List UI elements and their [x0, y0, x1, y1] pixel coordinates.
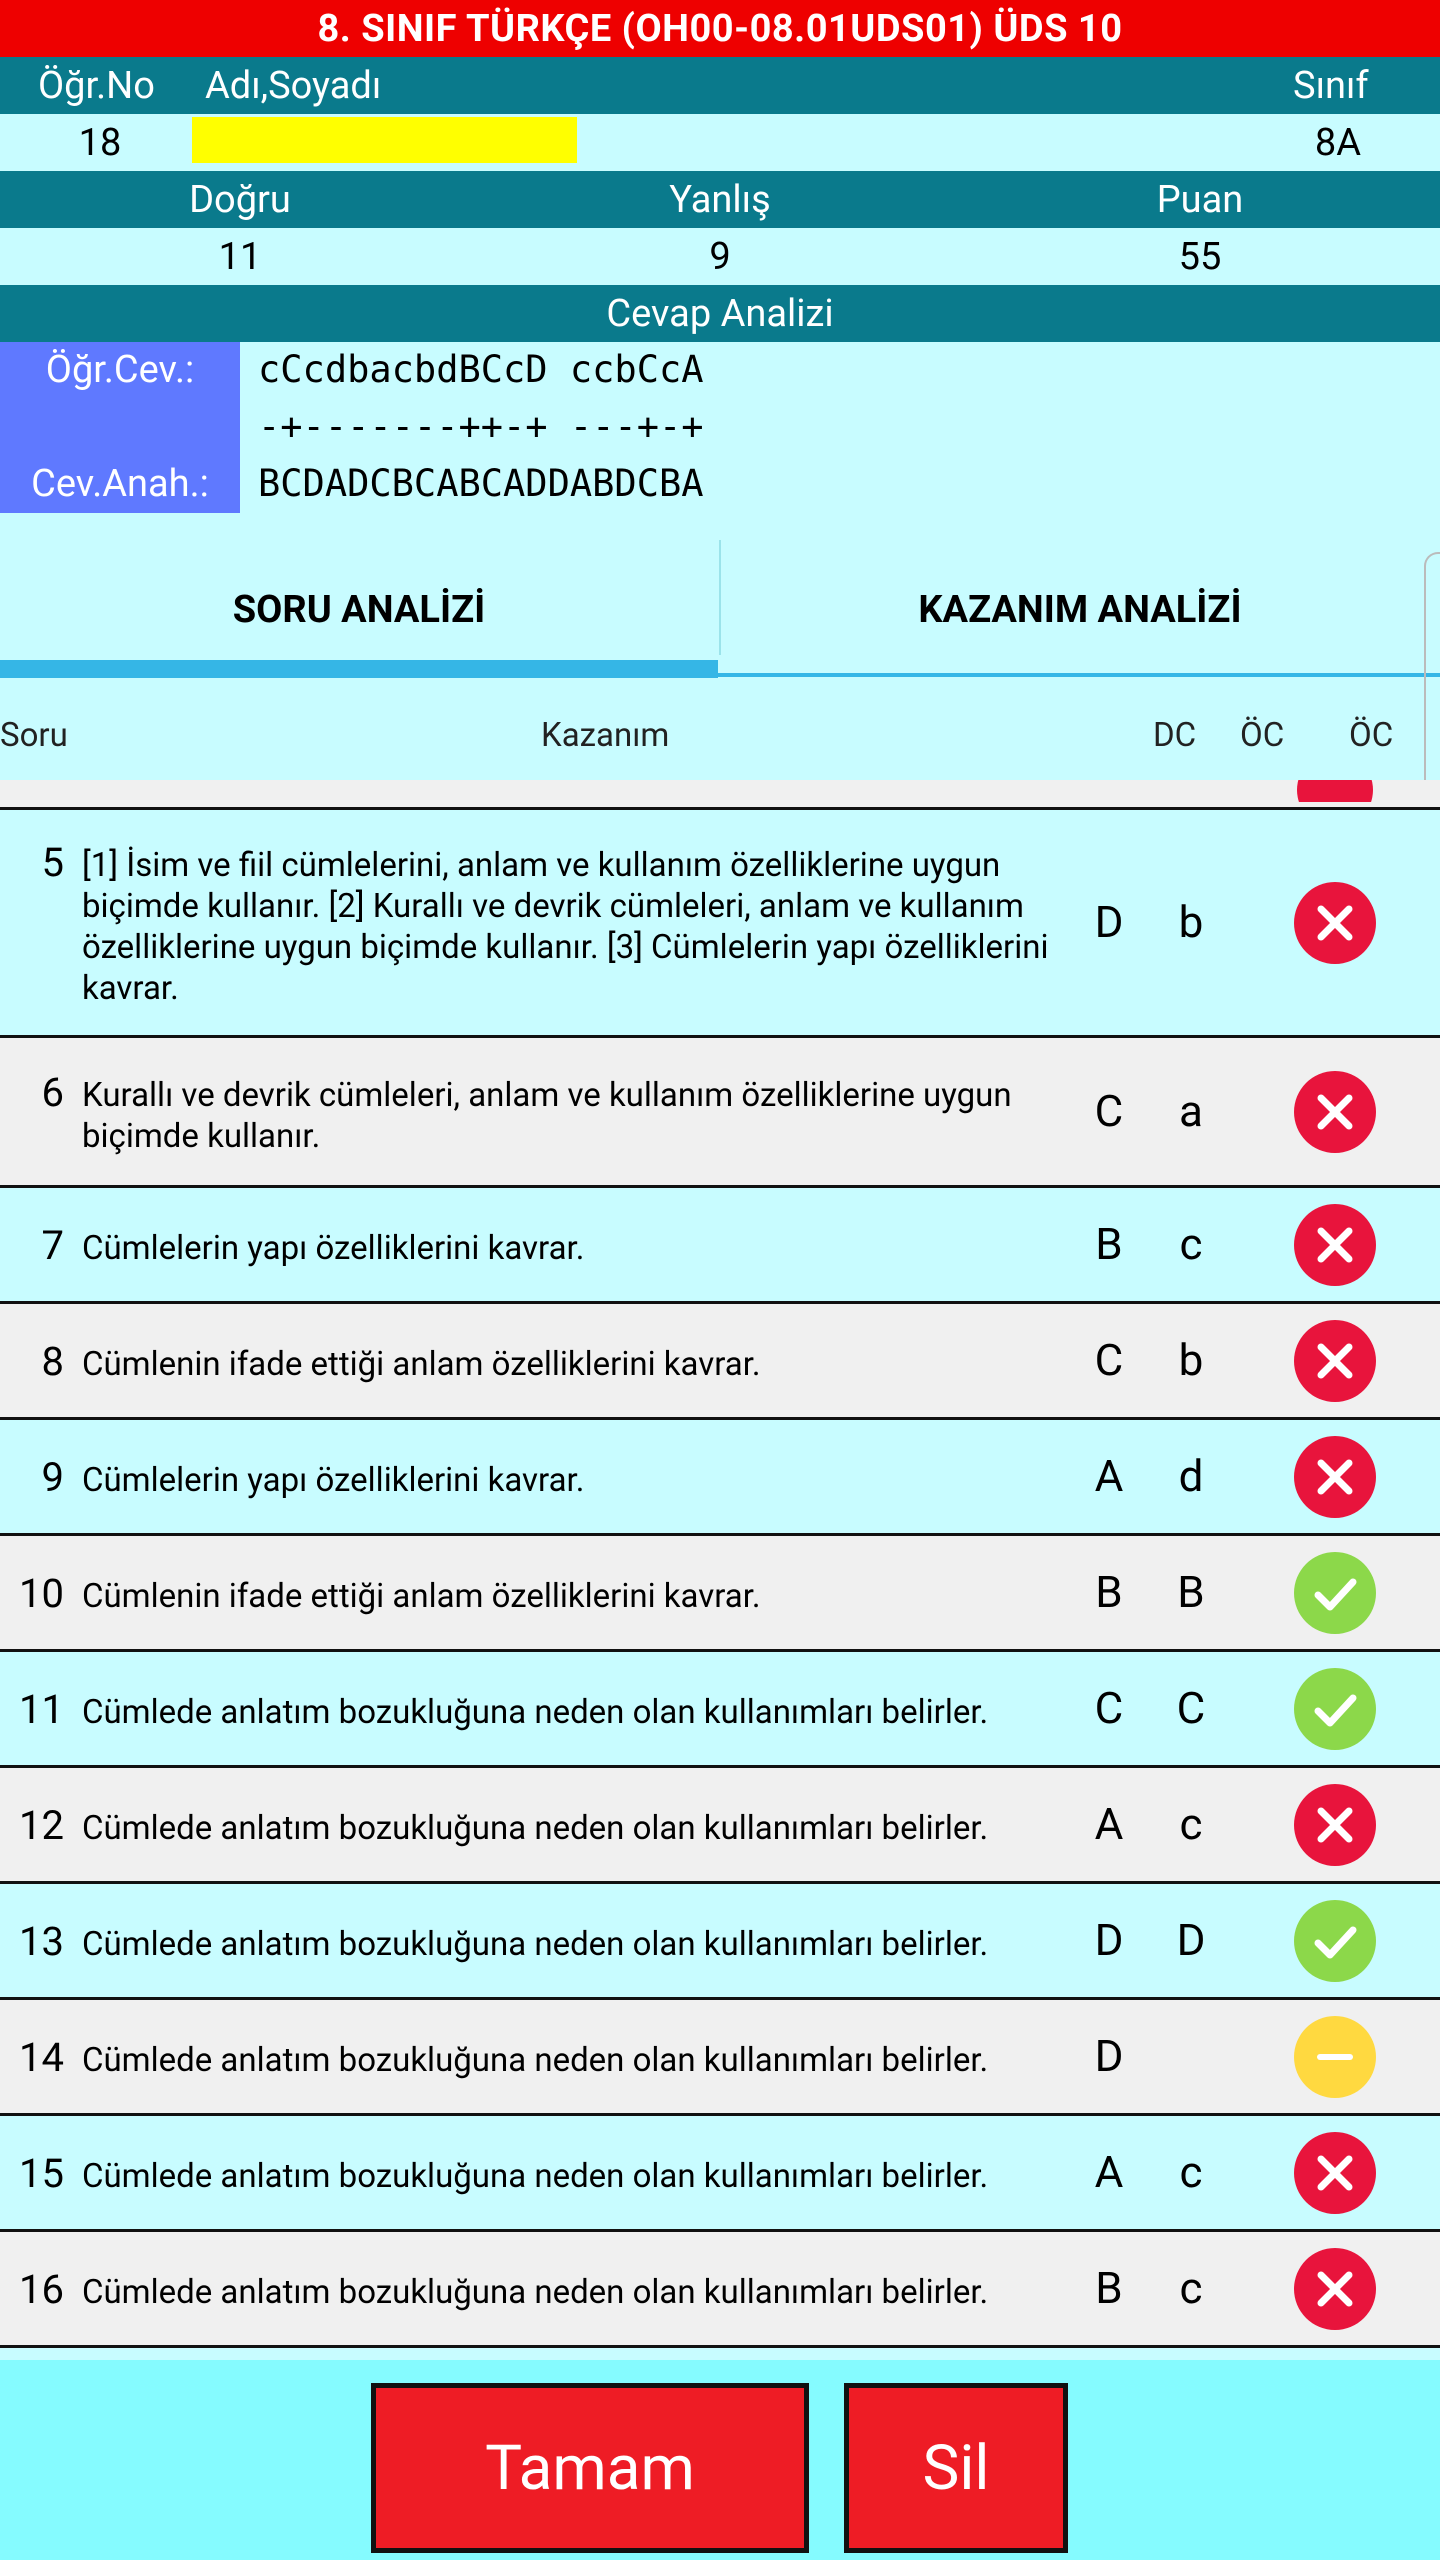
- student-answer: b: [1178, 895, 1204, 948]
- question-outcome: Cümlede anlatım bozukluğuna neden olan kullanımları belirler.: [82, 1809, 989, 1848]
- list-item[interactable]: [0, 1884, 1440, 2000]
- question-outcome: Cümlelerin yapı özelliklerini kavrar.: [82, 1229, 585, 1268]
- question-outcome: Cümlede anlatım bozukluğuna neden olan kullanımları belirler.: [82, 1925, 989, 1964]
- question-number: 6: [41, 1068, 64, 1116]
- list-item[interactable]: [0, 1652, 1440, 1768]
- column-oc-status: ÖC: [1349, 715, 1394, 755]
- student-name-label: Adı,Soyadı: [205, 63, 382, 108]
- active-tab-indicator: [0, 660, 718, 678]
- answer-analysis-panel: [0, 342, 1440, 513]
- list-item[interactable]: [0, 1536, 1440, 1652]
- question-number: 13: [19, 1918, 64, 1965]
- list-item[interactable]: [0, 1038, 1440, 1188]
- question-outcome: Cümlede anlatım bozukluğuna neden olan kullanımları belirler.: [82, 2041, 989, 2080]
- student-header-row: [0, 57, 1440, 114]
- question-number: 12: [19, 1802, 64, 1849]
- x-circle-icon: [1294, 1436, 1376, 1518]
- list-item-partial: [0, 780, 1440, 810]
- wrong-count: 9: [709, 234, 731, 279]
- question-list[interactable]: [0, 780, 1440, 2360]
- student-name-field: [192, 117, 577, 163]
- x-circle-icon: [1294, 2132, 1376, 2214]
- list-item[interactable]: [0, 1188, 1440, 1304]
- student-answer: b: [1178, 1333, 1204, 1386]
- correct-answer: B: [1095, 1217, 1123, 1270]
- list-item[interactable]: [0, 1420, 1440, 1536]
- x-circle-icon: [1294, 882, 1376, 964]
- list-item[interactable]: [0, 810, 1440, 1038]
- question-outcome: Cümlelerin yapı özelliklerini kavrar.: [82, 1461, 585, 1500]
- question-number: 15: [19, 2150, 64, 2197]
- table-header: [0, 690, 1440, 780]
- student-answer: C: [1176, 1681, 1206, 1734]
- x-circle-icon: [1294, 1784, 1376, 1866]
- column-outcome: Kazanım: [541, 715, 670, 755]
- x-circle-icon: [1294, 1204, 1376, 1286]
- wrong-label: Yanlış: [669, 177, 771, 222]
- question-outcome: Cümlenin ifade ettiği anlam özelliklerini kavrar.: [82, 1577, 761, 1616]
- list-item[interactable]: [0, 1304, 1440, 1420]
- points-label: Puan: [1156, 177, 1244, 222]
- student-answer: D: [1176, 1913, 1206, 1966]
- x-circle-icon: [1294, 1320, 1376, 1402]
- score-header-row: [0, 171, 1440, 228]
- question-outcome: Cümlede anlatım bozukluğuna neden olan kullanımları belirler.: [82, 1693, 989, 1732]
- list-item[interactable]: [0, 2232, 1440, 2348]
- student-answer: B: [1177, 1565, 1205, 1618]
- correct-answer: D: [1094, 1913, 1124, 1966]
- list-item[interactable]: [0, 2000, 1440, 2116]
- question-outcome: Cümlede anlatım bozukluğuna neden olan kullanımları belirler.: [82, 2273, 989, 2312]
- check-circle-icon: [1294, 1900, 1376, 1982]
- student-answer: c: [1179, 1797, 1203, 1850]
- list-item[interactable]: [0, 1768, 1440, 1884]
- question-number: 14: [19, 2034, 64, 2081]
- answer-analysis-header: [0, 285, 1440, 342]
- column-question: Soru: [0, 715, 68, 755]
- x-circle-icon: [1294, 2248, 1376, 2330]
- student-answers: cCcdbacbdBCcD ccbCcA: [258, 348, 704, 391]
- answer-key: BCDADCBCABCADDABDCBA: [258, 462, 704, 505]
- student-answers-label: Öğr.Cev.:: [45, 348, 195, 392]
- student-answer: a: [1179, 1084, 1203, 1137]
- answer-labels: [0, 342, 240, 513]
- ok-button[interactable]: Tamam: [371, 2383, 809, 2553]
- question-outcome: Cümlenin ifade ettiği anlam özelliklerini kavrar.: [82, 1345, 761, 1384]
- question-number: 8: [41, 1338, 64, 1385]
- footer: [0, 2360, 1440, 2560]
- correct-answer: A: [1094, 1797, 1124, 1850]
- correct-answer: D: [1094, 2029, 1124, 2082]
- correct-answer: C: [1094, 1084, 1124, 1137]
- tab-underline: [718, 673, 1440, 677]
- student-no: 18: [78, 120, 122, 165]
- exam-title: 8. SINIF TÜRKÇE (OH00-08.01UDS01) ÜDS 10: [0, 0, 1440, 57]
- correct-answer: B: [1095, 1565, 1123, 1618]
- student-answer: c: [1179, 2261, 1203, 2314]
- tab-question-analysis[interactable]: SORU ANALİZİ: [232, 588, 486, 632]
- question-number: 11: [19, 1686, 64, 1733]
- student-answer: d: [1178, 1449, 1204, 1502]
- student-no-label: Öğr.No: [38, 63, 155, 108]
- student-class-label: Sınıf: [1293, 63, 1369, 108]
- correct-answer: C: [1094, 1333, 1124, 1386]
- student-answer: c: [1179, 1217, 1203, 1270]
- x-circle-icon: [1294, 1071, 1376, 1153]
- answer-analysis-title: Cevap Analizi: [606, 291, 834, 336]
- question-number: 10: [19, 1570, 64, 1617]
- column-oc: ÖC: [1240, 715, 1285, 755]
- minus-circle-icon: [1294, 2016, 1376, 2098]
- check-circle-icon: [1294, 1552, 1376, 1634]
- answer-key-label: Cev.Anah.:: [31, 462, 209, 506]
- answer-marks: -+-------++-+ ---+-+: [258, 405, 704, 448]
- tab-outcome-analysis[interactable]: KAZANIM ANALİZİ: [918, 588, 1242, 632]
- correct-answer: B: [1095, 2261, 1123, 2314]
- x-circle-icon: [1297, 780, 1373, 802]
- student-answer: c: [1179, 2145, 1203, 2198]
- student-class: 8A: [1314, 120, 1362, 165]
- question-number: 16: [19, 2266, 64, 2313]
- question-outcome: Kurallı ve devrik cümleleri, anlam ve kullanım özelliklerine uygun biçimde kullanır.: [82, 1075, 1012, 1156]
- score-values-row: [0, 228, 1440, 285]
- correct-label: Doğru: [189, 177, 291, 222]
- correct-answer: A: [1094, 1449, 1124, 1502]
- correct-answer: A: [1094, 2145, 1124, 2198]
- delete-button[interactable]: Sil: [844, 2383, 1068, 2553]
- question-outcome: Cümlede anlatım bozukluğuna neden olan kullanımları belirler.: [82, 2157, 989, 2196]
- analysis-tabs: [0, 540, 1440, 680]
- correct-count: 11: [218, 234, 262, 279]
- check-circle-icon: [1294, 1668, 1376, 1750]
- correct-answer: D: [1094, 895, 1124, 948]
- question-outcome: [1] İsim ve fiil cümlelerini, anlam ve kullanım özelliklerine uygun biçimde kullanır. [2] Kurallı ve devrik cümleleri, anlam ve kullanım özelliklerine uygun biçimde kullanır. [3] Cümlelerin yapı özelliklerini kavrar.: [82, 845, 1049, 1008]
- list-item[interactable]: [0, 2116, 1440, 2232]
- column-dc: DC: [1153, 715, 1197, 755]
- question-number: 9: [41, 1454, 64, 1501]
- question-number: 5: [41, 838, 64, 886]
- points-value: 55: [1178, 234, 1222, 279]
- correct-answer: C: [1094, 1681, 1124, 1734]
- question-number: 7: [41, 1222, 64, 1269]
